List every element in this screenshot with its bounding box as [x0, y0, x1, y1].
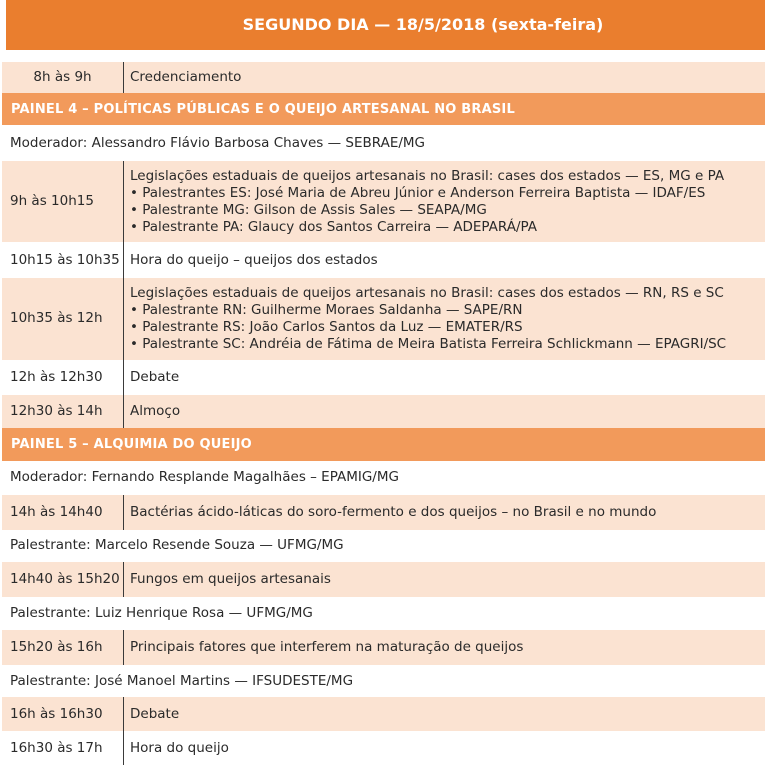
- row-time: 16h30 às 17h: [2, 731, 124, 765]
- schedule-row-legislacoes-es-mg-pa: [2, 161, 765, 242]
- schedule-row-hora-do-queijo-estados: [2, 242, 765, 278]
- row-time: 10h15 às 10h35: [2, 242, 124, 278]
- speaker-line: • Palestrantes ES: José Maria de Abreu Júnior e Anderson Ferreira Baptista — IDAF/ES: [130, 184, 706, 201]
- row-time: 14h40 às 15h20: [2, 562, 124, 597]
- panel-5-header: PAINEL 5 – ALQUIMIA DO QUEIJO: [2, 428, 765, 461]
- row-description: [124, 285, 726, 353]
- schedule-row-debate: [2, 360, 765, 396]
- moderator-text: Moderador: Alessandro Flávio Barbosa Chaves — SEBRAE/MG: [10, 134, 426, 151]
- schedule-row-bacterias: [2, 495, 765, 530]
- row-time: 8h às 9h: [2, 62, 124, 94]
- row-description: Fungos em queijos artesanais: [130, 571, 331, 588]
- speaker-line: • Palestrante SC: Andréia de Fátima de Meira Batista Ferreira Schlickmann — EPAGRI/SC: [130, 335, 727, 352]
- speaker-row: [2, 530, 765, 563]
- moderator-row-panel-4: [2, 125, 765, 161]
- row-time: 15h20 às 16h: [2, 630, 124, 665]
- day-title: SEGUNDO DIA — 18/5/2018 (sexta-feira): [242, 15, 604, 35]
- row-time: 9h às 10h15: [2, 161, 124, 242]
- row-time: 12h às 12h30: [2, 360, 124, 396]
- row-description: Almoço: [130, 403, 181, 420]
- speaker-row: [2, 597, 765, 630]
- speaker-line: • Palestrante MG: Gilson de Assis Sales — SEAPA/MG: [130, 201, 487, 218]
- row-description: Debate: [130, 705, 180, 722]
- row-description: Bactérias ácido-láticas do soro-fermento e dos queijos – no Brasil e no mundo: [130, 503, 657, 520]
- row-time: 16h às 16h30: [2, 697, 124, 731]
- schedule-row-legislacoes-rn-rs-sc: [2, 278, 765, 359]
- speaker-row: [2, 665, 765, 698]
- schedule-row-maturacao: [2, 630, 765, 665]
- speaker-line: • Palestrante PA: Glaucy dos Santos Carreira — ADEPARÁ/PA: [130, 218, 538, 235]
- row-time: 14h às 14h40: [2, 495, 124, 530]
- row-description: [124, 168, 724, 236]
- panel-4-header: PAINEL 4 – POLÍTICAS PÚBLICAS E O QUEIJO ARTESANAL NO BRASIL: [2, 93, 765, 125]
- speaker-line: • Palestrante RS: João Carlos Santos da Luz — EMATER/RS: [130, 318, 523, 335]
- schedule-row-credenciamento: [2, 62, 765, 94]
- schedule-row-fungos: [2, 562, 765, 597]
- row-description: Principais fatores que interferem na maturação de queijos: [130, 638, 524, 655]
- row-time: 10h35 às 12h: [2, 278, 124, 359]
- row-description-line: Legislações estaduais de queijos artesanais no Brasil: cases dos estados — ES, MG e PA: [130, 167, 725, 184]
- day-header: [6, 0, 765, 50]
- row-description-line: Legislações estaduais de queijos artesanais no Brasil: cases dos estados — RN, RS e SC: [130, 284, 724, 301]
- row-description: Hora do queijo: [130, 739, 229, 756]
- schedule-row-debate-2: [2, 697, 765, 731]
- speaker-line: • Palestrante RN: Guilherme Moraes Saldanha — SAPE/RN: [130, 301, 523, 318]
- moderator-text: Moderador: Fernando Resplande Magalhães – EPAMIG/MG: [10, 469, 399, 486]
- schedule-row-hora-do-queijo: [2, 731, 765, 765]
- moderator-row-panel-5: [2, 461, 765, 495]
- row-description: Hora do queijo – queijos dos estados: [130, 251, 378, 268]
- row-description: Debate: [130, 369, 180, 386]
- row-description: Credenciamento: [130, 68, 242, 85]
- row-time: 12h30 às 14h: [2, 395, 124, 428]
- schedule-row-almoco: [2, 395, 765, 428]
- speaker-text: Palestrante: José Manoel Martins — IFSUDESTE/MG: [10, 672, 354, 689]
- speaker-text: Palestrante: Marcelo Resende Souza — UFMG/MG: [10, 537, 344, 554]
- spacer: [0, 50, 765, 62]
- speaker-text: Palestrante: Luiz Henrique Rosa — UFMG/MG: [10, 604, 313, 621]
